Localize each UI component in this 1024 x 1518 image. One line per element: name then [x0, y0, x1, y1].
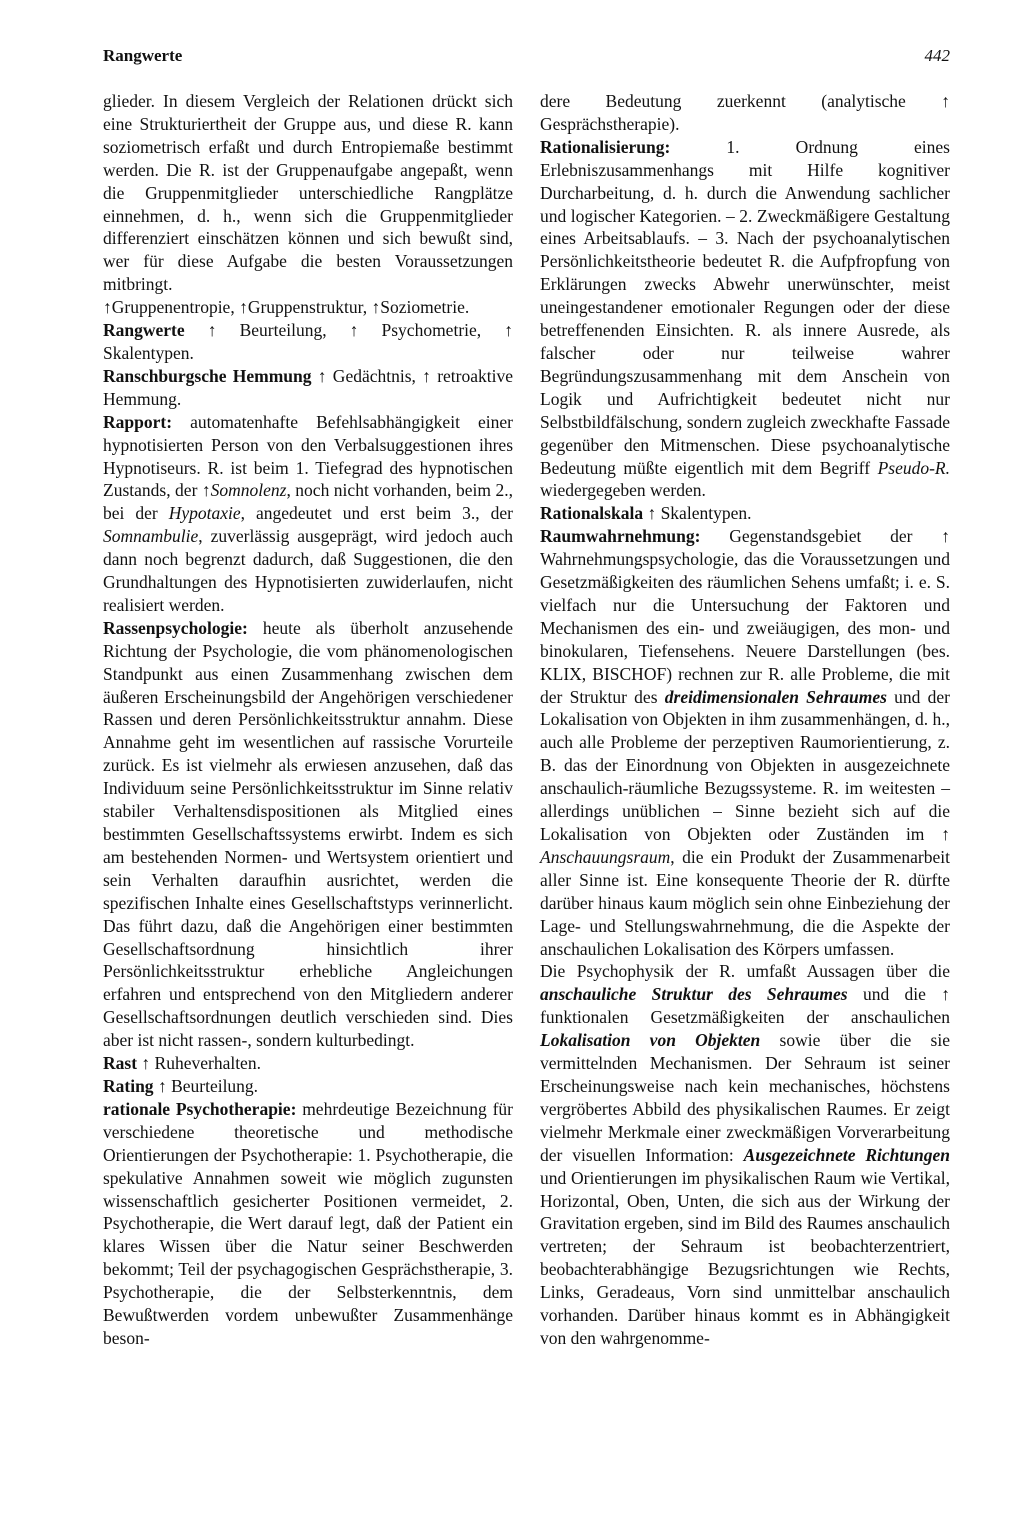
- emphasized-term: Ausgezeichnete Richtungen: [743, 1144, 950, 1165]
- entry-text: ↑ Skalentypen.: [643, 503, 752, 524]
- entry-text: ↑ Ruheverhalten.: [137, 1053, 261, 1074]
- entry-text: mehrdeutige Bezeichnung für verschiedene theoretische und methodische Orientierungen der Psychotherapie: 1. Psychotherapie, die spekulative Annahmen soweit wie möglich zugunsten wissenschaftlich gesicherter Positionen vermeidet, 2. Psychotherapie, die Wert darauf legt, daß der Patient ein klares Wissen über die Natur seiner Beschwerden bekommt; Teil der psychagogischen Gesprächstherapie, 3. Psychotherapie, die der Selbsterkenntnis, dem Bewußtwerden vordem unbewußter Zusammenhänge beson-: [103, 1098, 513, 1348]
- emphasized-term: Hypotaxie: [168, 503, 241, 524]
- entry-text: , angedeutet und erst beim 3., der: [240, 503, 513, 524]
- entry-headword: Rast: [103, 1053, 138, 1074]
- emphasized-term: Somnolenz: [210, 480, 287, 501]
- entry-headword: rationale Psychotherapie:: [103, 1098, 297, 1119]
- dictionary-entry: [540, 502, 950, 525]
- entry-headword: Rapport:: [103, 411, 173, 432]
- entry-headword: Rangwerte: [103, 320, 185, 341]
- dictionary-entry: [540, 90, 950, 136]
- entry-text: wiedergegeben werden.: [540, 480, 706, 501]
- entry-text: automatenhafte Befehlsabhängigkeit einer hypnotisierten Person von den Verbalsuggestionen ihres Hypnotiseurs. R. ist beim 1. Tiefegrad des hypnotischen Zustands, der ↑: [103, 411, 513, 501]
- entry-text: und die ↑ funktionalen Gesetzmäßigkeiten der anschaulichen: [540, 984, 950, 1028]
- entry-headword: Rationalskala: [540, 503, 644, 524]
- entry-headword: Rating: [103, 1075, 154, 1096]
- dictionary-entry: [540, 960, 950, 1349]
- entry-text: , zuverlässig ausgeprägt, wird jedoch auch dann noch begrenzt dadurch, daß Suggestionen, die den Grundhaltungen des Hypnotisierten zuwiderlaufen, nicht realisiert werden.: [103, 526, 513, 615]
- left-column: [103, 90, 513, 1350]
- emphasized-term: Pseudo-R.: [877, 457, 950, 478]
- emphasized-term: Anschauungsraum: [540, 846, 671, 867]
- entry-text: glieder. In diesem Vergleich der Relationen drückt sich eine Strukturiertheit der Gruppe aus, und diese R. kann soziometrisch erfaßt und durch Entropiemaße bestimmt werden. Die R. ist der Gruppenaufgabe angepaßt, wenn die Gruppenmitglieder unterschiedliche Rangplätze einnehmen, d. h., wenn sich die Gruppenmitglieder differenziert einschätzen können und sich bewußt sind, wer für diese Aufgabe die besten Voraussetzungen mitbringt.: [103, 91, 513, 295]
- dictionary-entry: [103, 1052, 513, 1075]
- entry-text: und der Lokalisation von Objekten in ihm zusammenhängen, d. h., auch alle Probleme der perzeptiven Raumorientierung, z. B. das der Einordnung von Objekten in ausgezeichnete anschaulich-räumliche Bezugssysteme. R. im weitesten – allerdings unüblichen – Sinne bezieht sich auf die Lokalisation von Objekten oder Zuständen im ↑: [540, 686, 950, 844]
- dictionary-entry: [103, 319, 513, 365]
- emphasized-term: Lokalisation von Objekten: [540, 1030, 761, 1051]
- entry-text: ↑Gruppenentropie, ↑Gruppenstruktur, ↑Soziometrie.: [103, 297, 470, 318]
- entry-text: ↑ Beurteilung, ↑ Psychometrie, ↑ Skalentypen.: [103, 320, 513, 363]
- entry-text: 1. Ordnung eines Erlebniszusammenhangs mit Hilfe kognitiver Durcharbeitung, d. h. durch die Anwendung sachlicher und logischer Kategorien. – 2. Zweckmäßigere Gestaltung eines Arbeitsablaufs. – 3. Nach der psychoanalytischen Persönlichkeitstheorie bedeutet R. die Aufpfropfung von Erklärungen zwecks Abwehr unerwünschter, meist uneingestandener emotionaler Regungen oder der diese betreffenenden Einsichten. R. als innere Ausrede, als falscher oder nur teilweise wahrer Begründungszusammenhang mit dem Anschein von Logik und Aufrichtigkeit bedeutet nicht nur Selbstbildfälschung, sondern zugleich zweckhafte Fassade gegenüber den Mitmenschen. Diese psychoanalytische Bedeutung müßte eigentlich mit dem Begriff: [540, 136, 950, 478]
- entry-text: ↑ Beurteilung.: [153, 1075, 259, 1096]
- running-head: Rangwerte: [103, 46, 183, 65]
- entry-text: dere Bedeutung zuerkennt (analytische ↑ Gesprächstherapie).: [540, 91, 950, 134]
- emphasized-term: dreidimensionalen Sehraumes: [664, 686, 887, 707]
- dictionary-entry: [103, 1075, 513, 1098]
- entry-text: heute als überholt anzusehende Richtung der Psychologie, die vom phänomenologischen Standpunkt aus einen Zusammenhang zwischen dem äußeren Erscheinungsbild der Angehörigen verschiedener Rassen und deren Persönlichkeitsstruktur annahm. Diese Annahme geht im wesentlichen auf rassische Vorurteile zurück. Es ist vielmehr als erwiesen anzusehen, daß das Individuum seine Persönlichkeitsstruktur im Sinne relativ stabiler Verhaltensdispositionen als Mitglied eines bestimmten Gesellschaftssystems erwirbt. Indem es sich am bestehenden Normen- und Wertsystem orientiert und sein Verhalten daraufhin ausrichtet, werden die spezifischen Inhalte eines Gesellschaftstyps verinnerlicht. Das führt dazu, daß die Angehörigen einer bestimmten Gesellschaftsordnung hinsichtlich ihrer Persönlichkeitsstruktur erhebliche Angleichungen erfahren und entsprechend von den Mitgliedern anderer Gesellschaftsordnungen deutlich verschieden sind. Dies aber ist nicht rassen-, sondern kulturbedingt.: [103, 617, 513, 1051]
- entry-text: Gegenstandsgebiet der ↑ Wahrnehmungspsychologie, das die Voraussetzungen und Gesetzmäßigkeiten des räumlichen Sehens umfaßt; i. e. S. vielfach nur die Untersuchung der Faktoren und Mechanismen des ein- und zweiäugigen, des mon- und binokularen, Tiefensehens. Neuere Darstellungen (bes. KLIX, BISCHOF) rechnen zur R. alle Probleme, die mit der Struktur des: [540, 526, 950, 707]
- entry-text: und Orientierungen im physikalischen Raum wie Vertikal, Horizontal, Oben, Unten, die sich aus der Wirkung der Gravitation ergeben, sind im Bild des Raumes anschaulich vertreten; der Sehraum ist beobachterzentriert, beobachterabhängige Bezugsrichtungen wie Rechts, Links, Geradeaus, Vorn sind unmittelbar anschaulich vorhanden. Darüber hinaus kommt es in Abhängigkeit von den wahrgenomme-: [540, 1167, 950, 1348]
- dictionary-entry: [540, 136, 950, 503]
- page-number: 442: [924, 46, 950, 65]
- entry-text: ↑ Gedächtnis, ↑ retroaktive Hemmung.: [103, 365, 513, 409]
- dictionary-entry: [540, 525, 950, 960]
- dictionary-entry: [103, 90, 513, 296]
- emphasized-term: anschauliche Struktur des Sehraumes: [540, 984, 848, 1005]
- emphasized-term: Somnambulie: [103, 526, 199, 547]
- dictionary-entry: [103, 411, 513, 617]
- right-column: [540, 90, 950, 1350]
- dictionary-entry: [103, 1098, 513, 1350]
- entry-text: Die Psychophysik der R. umfaßt Aussagen über die: [540, 961, 950, 982]
- entry-text: , die ein Produkt der Zusammenarbeit aller Sinne ist. Eine konsequente Theorie der R. dürfte darüber hinaus kaum möglich sein ohne Einbeziehung der Lage- und Stellungswahrnehmung, die die Aspekte der anschaulichen Lokalisation des Körpers umfassen.: [540, 846, 950, 959]
- entry-headword: Raumwahrnehmung:: [540, 526, 701, 547]
- entry-headword: Ranschburgsche Hemmung: [103, 365, 312, 386]
- dictionary-entry: [103, 296, 513, 319]
- dictionary-entry: [103, 617, 513, 1052]
- entry-headword: Rassenpsychologie:: [103, 617, 248, 638]
- entry-text: sowie über die sie vermittelnden Mechanismen. Der Sehraum ist seiner Erscheinungsweise nach kein mechanisches, höchstens vergröbertes Abbild des physikalischen Raumes. Er zeigt vielmehr Merkmale einer zweckmäßigen Vorverarbeitung der visuellen Information:: [540, 1030, 950, 1165]
- entry-text: , noch nicht vorhanden, beim 2., bei der: [103, 480, 513, 524]
- dictionary-entry: [103, 365, 513, 411]
- entry-headword: Rationalisierung:: [540, 136, 671, 157]
